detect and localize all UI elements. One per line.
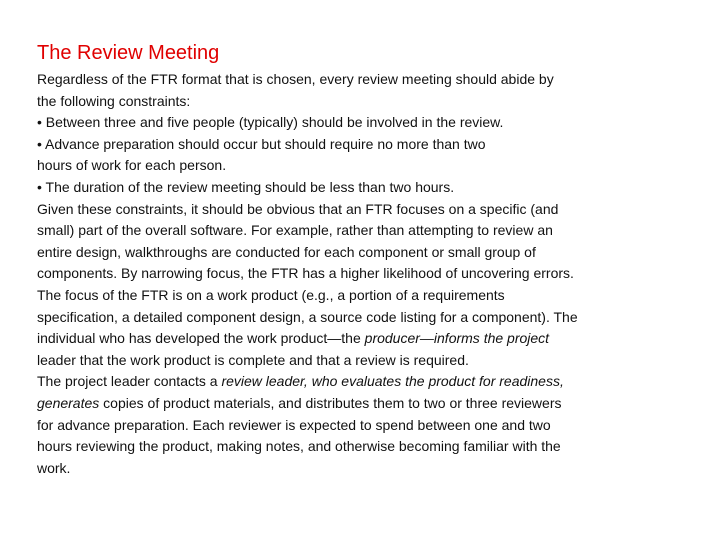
- text-line: [37, 307, 578, 329]
- text-segment: specification, a detailed component design, a source code listing for a component). The: [37, 308, 578, 325]
- italic-text: review leader, who evaluates the product for readiness,: [221, 373, 564, 390]
- text-segment: copies of product materials, and distributes them to two or three reviewers: [99, 394, 562, 411]
- text-line: [37, 220, 578, 242]
- text-segment: work.: [37, 459, 71, 476]
- text-segment: the following constraints:: [37, 92, 191, 109]
- text-segment: small) part of the overall software. For example, rather than attempting to review an: [37, 222, 553, 239]
- text-line: [37, 69, 578, 91]
- text-segment: components. By narrowing focus, the FTR has a higher likelihood of uncovering errors.: [37, 265, 574, 282]
- text-segment: leader that the work product is complete and that a review is required.: [37, 351, 469, 368]
- text-line: [37, 285, 578, 307]
- text-line: [37, 155, 578, 177]
- text-line: [37, 134, 578, 156]
- text-line: [37, 242, 578, 264]
- text-line: [37, 328, 578, 350]
- italic-text: producer—informs the project: [364, 330, 550, 347]
- text-line: [37, 199, 578, 221]
- text-line: [37, 91, 578, 113]
- slide-title: The Review Meeting: [37, 42, 220, 64]
- text-segment: The project leader contacts a: [37, 373, 222, 390]
- text-segment: • Between three and five people (typically) should be involved in the review.: [37, 114, 504, 131]
- text-segment: hours reviewing the product, making notes, and otherwise becoming familiar with the: [37, 438, 561, 455]
- text-segment: individual who has developed the work product—the: [37, 330, 365, 347]
- text-segment: Given these constraints, it should be obvious that an FTR focuses on a specific (and: [37, 200, 559, 217]
- text-segment: • Advance preparation should occur but should require no more than two: [37, 135, 486, 152]
- text-line: [37, 436, 578, 458]
- italic-text: generates: [37, 394, 100, 411]
- text-line: [37, 350, 578, 372]
- text-segment: for advance preparation. Each reviewer is expected to spend between one and two: [37, 416, 551, 433]
- text-line: [37, 458, 578, 480]
- text-line: [37, 393, 578, 415]
- text-line: [37, 263, 578, 285]
- text-segment: entire design, walkthroughs are conducted for each component or small group of: [37, 243, 536, 260]
- slide-body: [37, 69, 578, 479]
- text-segment: Regardless of the FTR format that is chosen, every review meeting should abide by: [37, 71, 554, 87]
- text-segment: hours of work for each person.: [37, 157, 227, 174]
- text-line: [37, 177, 578, 199]
- text-segment: The focus of the FTR is on a work product (e.g., a portion of a requirements: [37, 286, 505, 303]
- text-line: [37, 415, 578, 437]
- text-line: [37, 112, 578, 134]
- text-line: [37, 371, 578, 393]
- text-segment: • The duration of the review meeting should be less than two hours.: [37, 178, 455, 195]
